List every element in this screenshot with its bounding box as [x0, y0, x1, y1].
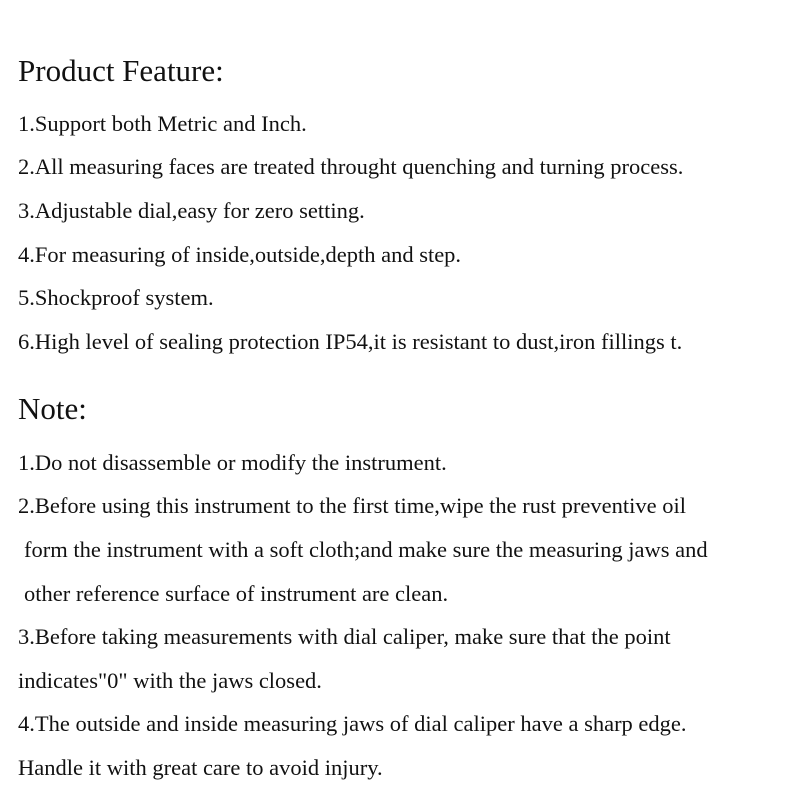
note-line-5: 3.Before taking measurements with dial caliper, make sure that the point: [18, 624, 671, 649]
feature-item-5: 5.Shockproof system.: [18, 285, 214, 310]
feature-item-2: 2.All measuring faces are treated throught quenching and turning process.: [18, 154, 684, 179]
feature-item-1: 1.Support both Metric and Inch.: [18, 111, 307, 136]
feature-heading: Product Feature:: [18, 53, 224, 88]
feature-item-6: 6.High level of sealing protection IP54,it is resistant to dust,iron fillings t.: [18, 329, 683, 354]
note-line-7: 4.The outside and inside measuring jaws of dial caliper have a sharp edge.: [18, 711, 687, 736]
note-line-2: 2.Before using this instrument to the first time,wipe the rust preventive oil: [18, 493, 687, 518]
feature-item-3: 3.Adjustable dial,easy for zero setting.: [18, 198, 365, 223]
note-line-8: Handle it with great care to avoid injury.: [18, 755, 383, 780]
note-line-4: other reference surface of instrument are clean.: [24, 581, 449, 606]
note-heading: Note:: [18, 391, 87, 426]
feature-item-4: 4.For measuring of inside,outside,depth and step.: [18, 242, 462, 267]
note-line-6: indicates"0" with the jaws closed.: [18, 668, 322, 693]
note-line-1: 1.Do not disassemble or modify the instrument.: [18, 450, 447, 475]
note-line-3: form the instrument with a soft cloth;and make sure the measuring jaws and: [24, 537, 708, 562]
